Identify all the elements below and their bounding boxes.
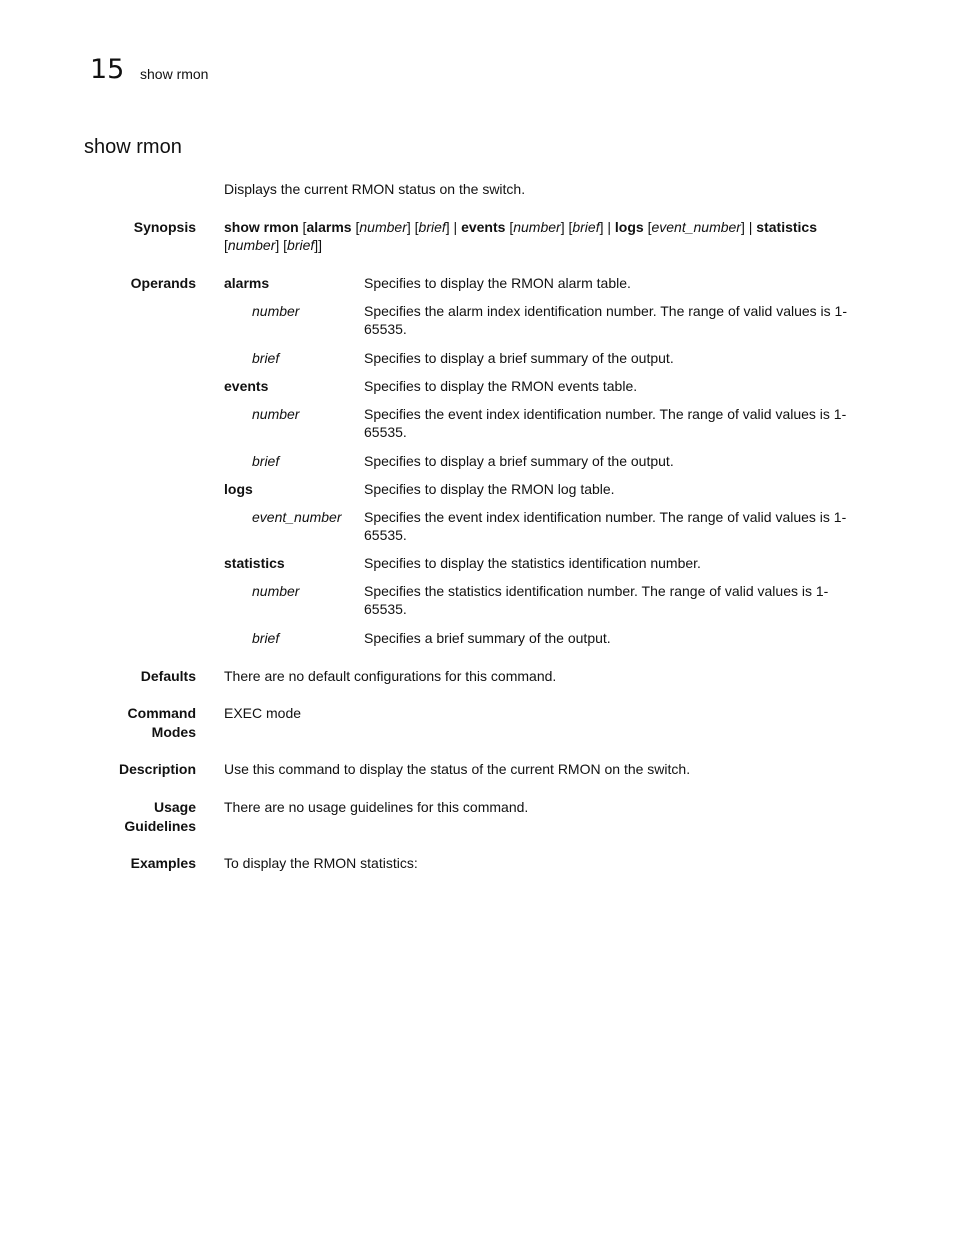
defaults-text: There are no default configurations for this command. xyxy=(224,668,557,684)
operand-subterm: number xyxy=(252,406,300,422)
operand-subterm: event_number xyxy=(252,509,342,525)
operand-desc: Specifies to display the RMON log table. xyxy=(364,481,615,497)
operand-subterm: number xyxy=(252,303,300,319)
chapter-number: 15 xyxy=(90,54,125,85)
synopsis-text: show rmon [alarms [number] [brief] | events [number] [brief] | logs [event_number] | statistics [number] [brief]] xyxy=(224,219,817,253)
operand-term: statistics xyxy=(224,555,285,571)
command-modes-text: EXEC mode xyxy=(224,705,302,721)
intro-text: Displays the current RMON status on the switch. xyxy=(224,181,526,197)
operand-desc: Specifies a brief summary of the output. xyxy=(364,630,611,646)
command-modes-label: Command Modes xyxy=(127,705,196,740)
defaults-label: Defaults xyxy=(140,668,196,684)
operand-subterm: brief xyxy=(252,350,280,366)
operand-subterm: number xyxy=(252,583,300,599)
synopsis-logs: logs xyxy=(614,219,644,235)
operand-desc: Specifies the alarm index identification number. The range of valid values is 1-65535. xyxy=(364,303,848,337)
synopsis-alarms: alarms xyxy=(306,219,352,235)
operand-term: logs xyxy=(224,481,253,497)
description-text: Use this command to display the status of the current RMON on the switch. xyxy=(224,761,691,777)
operand-desc: Specifies to display the RMON alarm table. xyxy=(364,275,631,291)
operand-term: alarms xyxy=(224,275,270,291)
synopsis-command: show rmon xyxy=(224,219,299,235)
page-title: show rmon xyxy=(84,136,182,158)
operand-desc: Specifies to display a brief summary of the output. xyxy=(364,350,674,366)
operand-subterm: brief xyxy=(252,453,280,469)
operand-desc: Specifies the statistics identification number. The range of valid values is 1-65535. xyxy=(364,583,829,617)
operand-desc: Specifies to display the RMON events table. xyxy=(364,378,638,394)
operand-desc: Specifies to display the statistics identification number. xyxy=(364,555,701,571)
usage-guidelines-text: There are no usage guidelines for this command. xyxy=(224,799,529,815)
examples-text: To display the RMON statistics: xyxy=(224,855,418,871)
operand-desc: Specifies the event index identification number. The range of valid values is 1-65535. xyxy=(364,509,847,543)
synopsis-statistics: statistics xyxy=(756,219,817,235)
operand-subterm: brief xyxy=(252,630,280,646)
synopsis-label: Synopsis xyxy=(133,219,196,235)
operands-label: Operands xyxy=(130,275,196,291)
synopsis-events: events xyxy=(461,219,506,235)
description-label: Description xyxy=(118,761,196,777)
operand-desc: Specifies to display a brief summary of the output. xyxy=(364,453,674,469)
operand-term: events xyxy=(224,378,269,394)
examples-label: Examples xyxy=(130,855,196,871)
usage-guidelines-label: Usage Guidelines xyxy=(124,799,196,834)
running-header-title: show rmon xyxy=(140,66,209,82)
operand-desc: Specifies the event index identification number. The range of valid values is 1-65535. xyxy=(364,406,847,440)
